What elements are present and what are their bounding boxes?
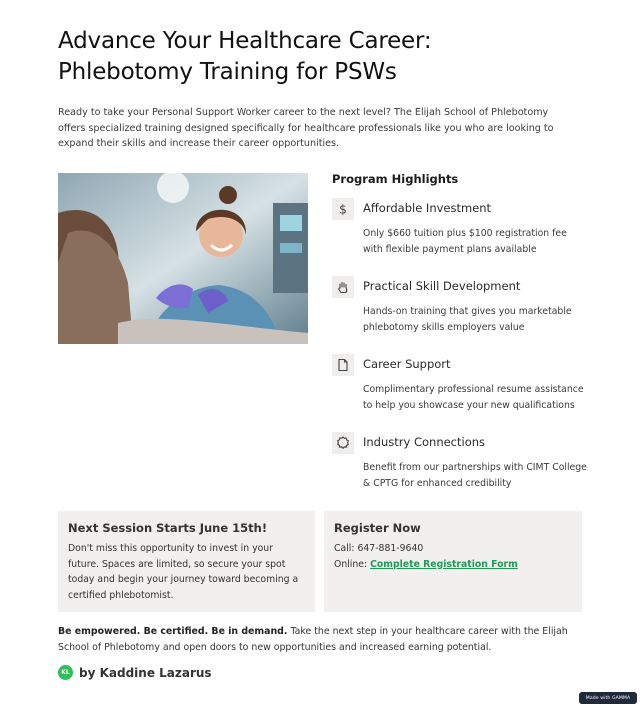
closing-paragraph <box>58 624 583 655</box>
highlight-description: Hands-on training that gives you marketable phlebotomy skills employers value <box>363 306 572 333</box>
avatar: KL <box>58 665 73 680</box>
register-online-label: Online: <box>334 558 371 570</box>
highlight-heading: Industry Connections <box>363 435 486 449</box>
phlebotomist-photo <box>58 173 308 344</box>
register-online <box>334 557 572 573</box>
next-session-text: Don't miss this opportunity to invest in your future. Spaces are limited, so secure your spot today and begin your journey toward becoming a certified phlebotomist. <box>68 543 299 601</box>
page-title-line-2: Phlebotomy Training for PSWs <box>58 59 397 85</box>
made-with-gamma-badge[interactable]: Made with GAMMA <box>579 692 637 704</box>
author-name: by Kaddine Lazarus <box>79 665 212 680</box>
highlight-heading: Practical Skill Development <box>363 279 521 293</box>
intro-paragraph: Ready to take your Personal Support Worker career to the next level? The Elijah School of Phlebotomy offers specialized training designed specifically for healthcare professionals like you who are looking to expand their skills and increase their career opportunities. <box>58 107 554 149</box>
register-phone: Call: 647-881-9640 <box>334 543 424 554</box>
closing-tagline: Be empowered. Be certified. Be in demand. <box>58 626 288 637</box>
program-highlights-title: Program Highlights <box>332 172 459 186</box>
registration-form-link[interactable]: Complete Registration Form <box>370 558 518 570</box>
page-title-line-1: Advance Your Healthcare Career: <box>58 28 432 54</box>
register-card <box>324 511 582 612</box>
page-title <box>58 26 598 88</box>
closing-text: Take the next step in your healthcare career with the Elijah School of Phlebotomy and open doors to new opportunities and increased earning potential. <box>58 626 568 653</box>
svg-text:$: $ <box>339 202 347 216</box>
author-byline <box>58 665 212 680</box>
highlight-description: Benefit from our partnerships with CIMT College & CPTG for enhanced credibility <box>363 462 587 489</box>
badge-icon <box>332 432 354 454</box>
highlight-description: Complimentary professional resume assistance to help you showcase your new qualifications <box>363 384 584 411</box>
phlebotomist-illustration <box>58 173 308 344</box>
document-icon <box>332 354 354 376</box>
highlight-heading: Affordable Investment <box>363 201 492 215</box>
hand-icon <box>332 276 354 298</box>
highlight-heading: Career Support <box>363 357 451 371</box>
highlight-description: Only $660 tuition plus $100 registration fee with flexible payment plans available <box>363 228 567 255</box>
next-session-title: Next Session Starts June 15th! <box>68 521 268 535</box>
dollar-icon <box>332 198 354 220</box>
next-session-card <box>58 511 315 612</box>
register-title: Register Now <box>334 521 421 535</box>
